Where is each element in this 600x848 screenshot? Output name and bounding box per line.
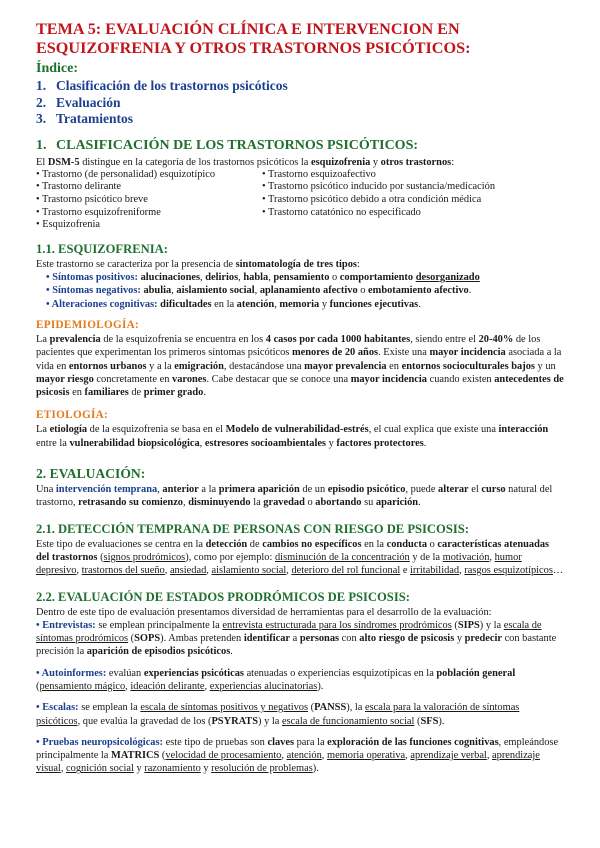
schizophrenia-heading: 1.1. ESQUIZOFRENIA:: [36, 241, 168, 256]
section-2-text: Una intervención temprana, anterior a la primera aparición de un episodio psicótico, puede alterar el curso natural del trastorno, retrasando su comienzo, disminuyendo la gravedad o abortando su aparición.: [36, 484, 553, 509]
section-1-intro: El DSM-5 distingue en la categoría de los trastornos psicóticos la esquizofrenia y otros trastornos:: [36, 156, 455, 168]
entrevistas-paragraph: • Entrevistas: se emplean principalmente la entrevista estructurada para los síndromes prodrómicos (SIPS) y la escala de síntomas prodrómicos (SOPS). Ambas pretenden identificar a personas con alto riesgo de psicosis y predecir con bastante precisión la aparición de episodios psicóticos.: [36, 619, 557, 658]
list-item: • Trastorno esquizofreniforme: [36, 206, 161, 218]
disorder-column-left: [36, 169, 262, 232]
pruebas-paragraph: • Pruebas neuropsicológicas: este tipo de pruebas son claves para la exploración de las funciones cognitivas, empleándose principalmente la MATRICS (velocidad de procesamiento, atención, memoria operativa, aprendizaje verbal, aprendizaje visual, cognición social y razonamiento y resolución de problemas).: [36, 736, 559, 775]
list-item: • Trastorno delirante: [36, 181, 122, 193]
list-item: • Trastorno psicótico inducido por sustancia/medicación: [262, 181, 496, 193]
list-item: • Síntomas negativos: abulia, aislamiento social, aplanamiento afectivo o embotamiento afectivo.: [46, 285, 472, 297]
epidemiology-heading: EPIDEMIOLOGÍA:: [36, 318, 140, 331]
schizophrenia-intro: Este trastorno se caracteriza por la presencia de sintomatología de tres tipos:: [36, 258, 360, 270]
section-2-2-heading: 2.2. EVALUACIÓN DE ESTADOS PRODRÓMICOS DE PSICOSIS:: [36, 589, 410, 604]
section-2-1-text: Este tipo de evaluaciones se centra en la detección de cambios no específicos en la conducta o características atenuadas del trastornos (signos prodrómicos), como por ejemplo: disminución de la concentración y de la motivación, humor depresivo, trastornos del sueño, ansiedad, aislamiento social, deterioro del rol funcional e irritabilidad, rasgos esquizotípicos…: [36, 538, 564, 577]
list-item: • Trastorno esquizoafectivo: [262, 168, 376, 180]
etiology-text: La etiología de la esquizofrenia se basa en el Modelo de vulnerabilidad-estrés, el cual explica que existe una interacción entre la vulnerabilidad biopsicológica, estresores socioambientales y factores protectores.: [36, 424, 549, 449]
list-item: • Trastorno psicótico debido a otra condición médica: [262, 193, 482, 205]
etiology-heading: ETIOLOGÍA:: [36, 409, 109, 422]
index-item: 3. Tratamientos: [36, 111, 133, 126]
index-item: 2. Evaluación: [36, 94, 121, 110]
epidemiology-text: La prevalencia de la esquizofrenia se encuentra en los 4 casos por cada 1000 habitantes, siendo entre el 20-40% de los pacientes que experimentan los primeros síntomas psicóticos menores de 20 años. Existe una mayor incidencia asociada a la vida en entornos urbanos y a la emigración, destacándose una mayor prevalencia en entornos socioculturales bajos y un mayor riesgo concretamente en varones. Cabe destacar que se conoce una mayor incidencia cuando existen antecedentes de psicosis en familiares de primer grado.: [36, 333, 564, 399]
section-2-2-intro: Dentro de este tipo de evaluación presentamos diversidad de herramientas para el desarrollo de la evaluación:: [36, 606, 492, 618]
disorder-list: [36, 169, 564, 232]
section-2-heading: 2. EVALUACIÓN:: [36, 466, 146, 482]
index-heading: Índice:: [36, 61, 78, 76]
index-item: 1. Clasificación de los trastornos psicóticos: [36, 78, 288, 93]
list-item: • Trastorno (de personalidad) esquizotípico: [36, 168, 216, 180]
document-title: TEMA 5: EVALUACIÓN CLÍNICA E INTERVENCION EN ESQUIZOFRENIA Y OTROS TRASTORNOS PSICÓTICOS:: [36, 20, 471, 57]
section-2-1-heading: 2.1. DETECCIÓN TEMPRANA DE PERSONAS CON RIESGO DE PSICOSIS:: [36, 521, 469, 536]
escalas-paragraph: • Escalas: se emplean la escala de síntomas positivos y negativos (PANSS), la escala para la valoración de síntomas psicóticos, que evalúa la gravedad de los (PSYRATS) y la escala de funcionamiento social (SFS).: [36, 702, 520, 727]
autoinformes-paragraph: • Autoinformes: evalúan experiencias psicóticas atenuadas o experiencias esquizotípicas en la población general (pensamiento mágico, ideación delirante, experiencias alucinatorias).: [36, 667, 516, 692]
list-item: • Síntomas positivos: alucinaciones, delirios, habla, pensamiento o comportamiento desorganizado: [46, 272, 480, 284]
index-list: [36, 78, 564, 128]
list-item: • Trastorno psicótico breve: [36, 193, 148, 205]
list-item: • Esquizofrenia: [36, 219, 100, 231]
section-1-heading: 1. CLASIFICACIÓN DE LOS TRASTORNOS PSICÓTICOS:: [36, 137, 419, 153]
list-item: • Trastorno catatónico no especificado: [262, 206, 421, 218]
list-item: • Alteraciones cognitivas: dificultades en la atención, memoria y funciones ejecutivas.: [46, 298, 421, 310]
symptom-list: [36, 271, 564, 311]
disorder-column-right: [262, 169, 564, 232]
